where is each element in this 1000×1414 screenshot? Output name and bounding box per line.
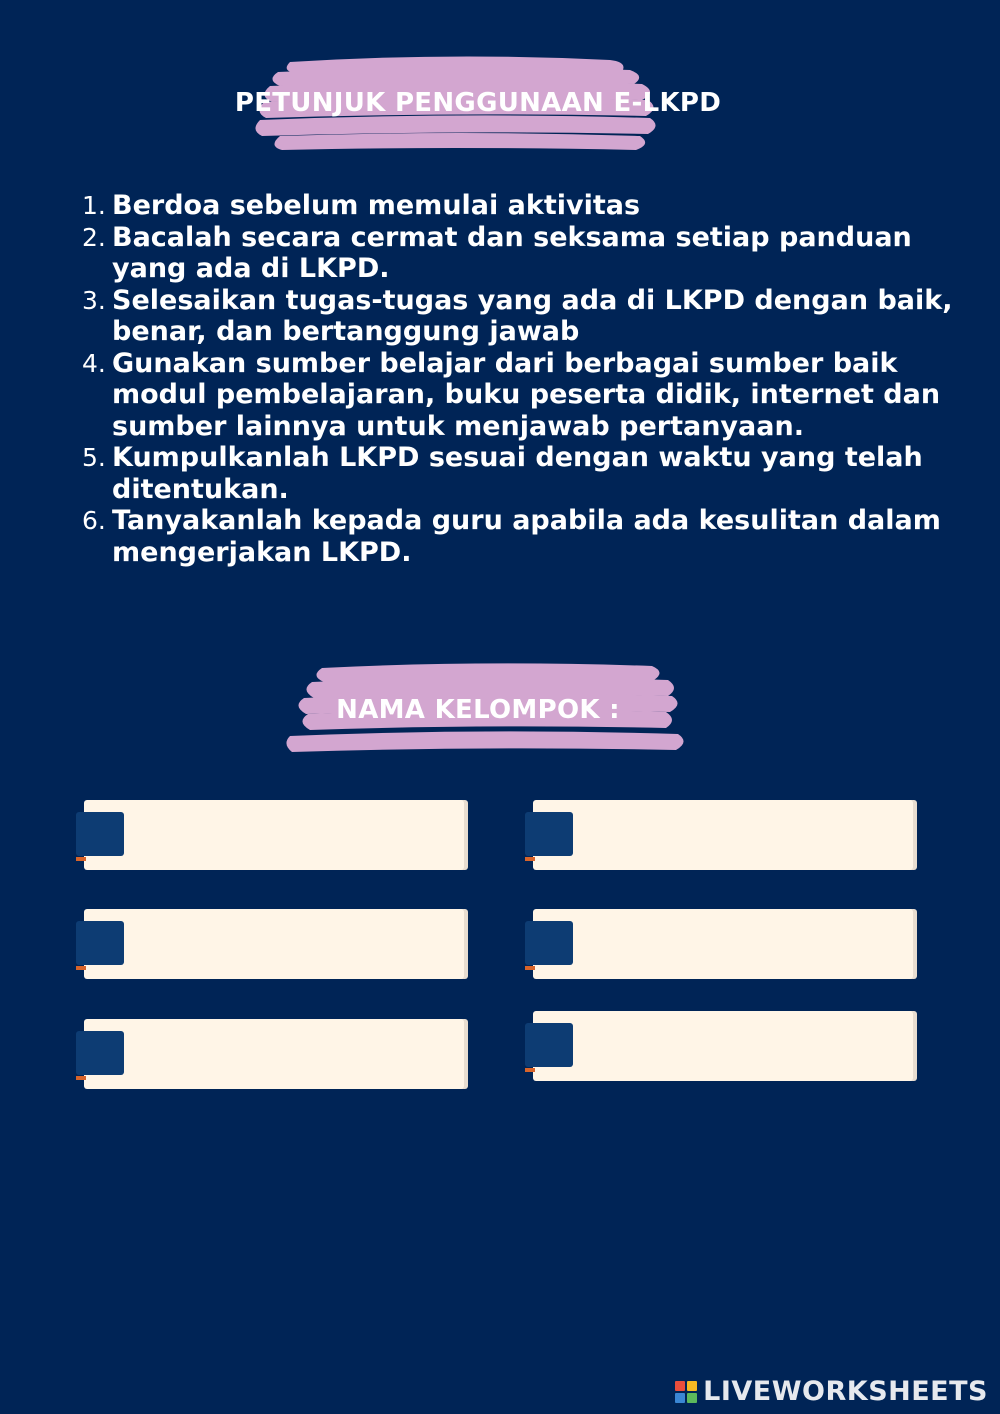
list-item [78,442,958,505]
member-name-input-3[interactable] [136,919,460,971]
group-title: NAMA KELOMPOK : [336,695,620,725]
field-tab [525,812,573,856]
list-item [78,348,958,443]
item-number: 4. [82,348,106,378]
member-name-input-4[interactable] [585,919,909,971]
item-text: Berdoa sebelum memulai aktivitas [112,190,641,221]
item-number: 6. [82,506,106,535]
page-title: PETUNJUK PENGGUNAAN E-LKPD [234,88,722,118]
group-member-field-1 [76,800,472,872]
list-item [78,505,958,568]
item-number: 2. [82,222,106,252]
field-tab [76,812,124,856]
group-member-field-2 [525,800,921,872]
list-item [78,285,958,348]
field-tab [525,1023,573,1067]
field-tab [76,1031,124,1075]
item-text: Tanyakanlah kepada guru apabila ada kesulitan dalam mengerjakan LKPD. [112,505,941,568]
list-item [78,222,958,285]
group-member-field-6 [525,1011,921,1083]
item-text: Selesaikan tugas-tugas yang ada di LKPD dengan baik, benar, dan bertanggung jawab [112,284,953,347]
field-tab-accent [76,857,86,861]
liveworksheets-logo-icon [675,1381,697,1403]
watermark-text: LIVEWORKSHEETS [703,1376,988,1407]
item-text: Gunakan sumber belajar dari berbagai sumber baik modul pembelajaran, buku peserta didik, internet dan sumber lainnya untuk menjawab pertanyaan. [112,347,941,442]
item-number: 1. [82,191,106,220]
list-item [78,190,958,222]
member-name-input-1[interactable] [136,810,460,862]
item-number: 3. [82,285,106,315]
field-tab [525,921,573,965]
liveworksheets-logo [675,1376,988,1407]
member-name-input-2[interactable] [585,810,909,862]
field-tab-accent [76,966,86,970]
member-name-input-5[interactable] [136,1029,460,1081]
item-text: Bacalah secara cermat dan seksama setiap panduan yang ada di LKPD. [112,221,912,284]
field-tab [76,921,124,965]
instruction-list [78,190,958,568]
field-tab-accent [525,857,535,861]
group-member-field-3 [76,909,472,981]
field-tab-accent [76,1076,86,1080]
field-tab-accent [525,1068,535,1072]
item-text: Kumpulkanlah LKPD sesuai dengan waktu yang telah ditentukan. [112,442,923,505]
group-member-field-4 [525,909,921,981]
member-name-input-6[interactable] [585,1021,909,1073]
field-tab-accent [525,966,535,970]
item-number: 5. [82,443,106,472]
group-member-field-5 [76,1019,472,1091]
